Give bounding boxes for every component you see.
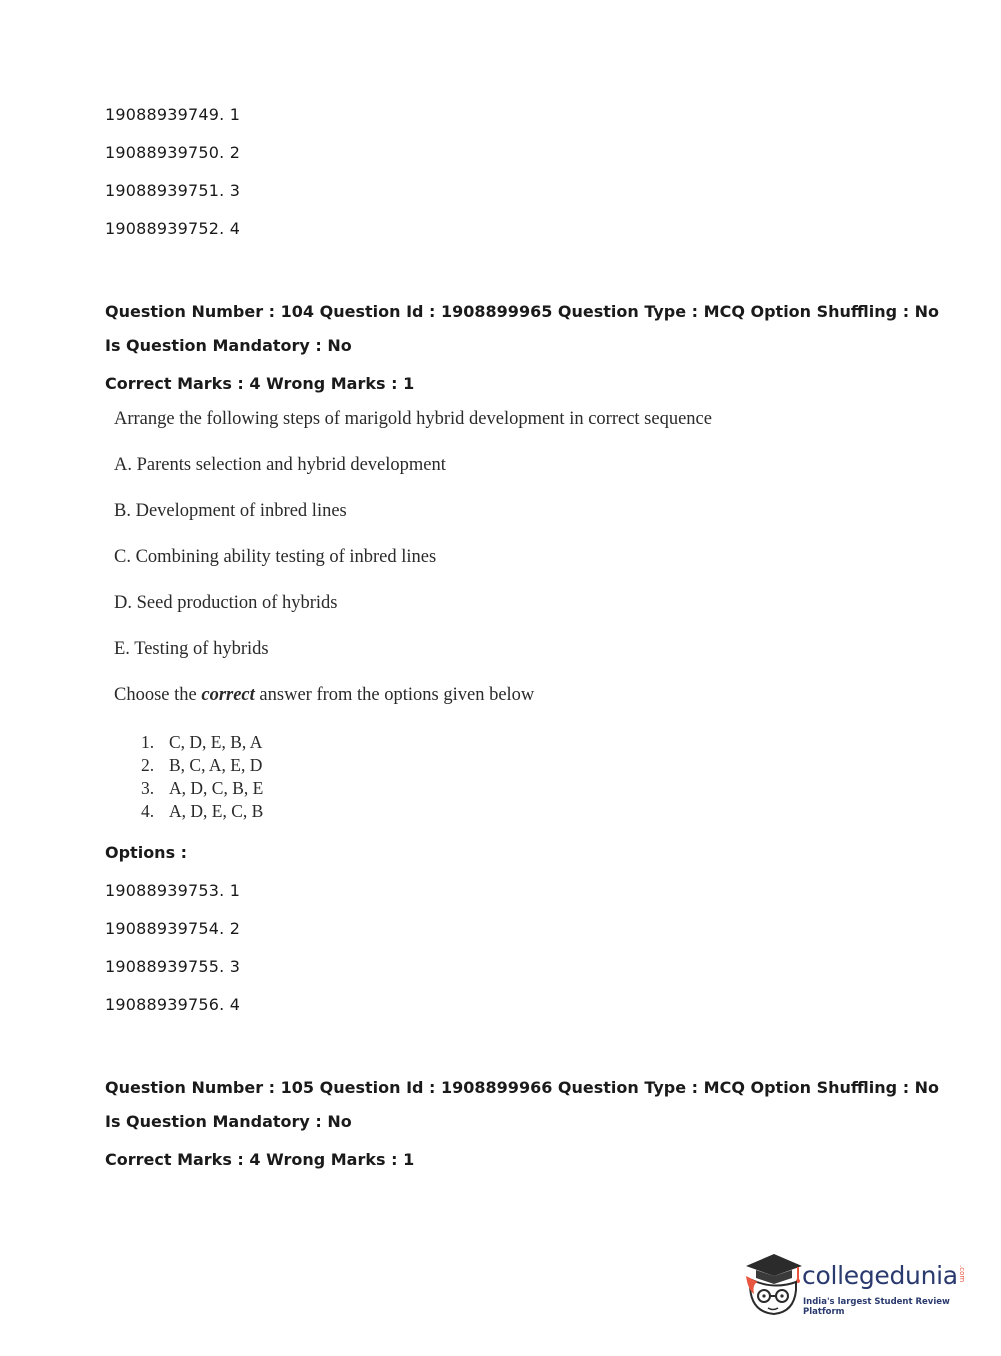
- q104-header: Question Number : 104 Question Id : 1908899965 Question Type : MCQ Option Shuffling : No: [105, 302, 940, 321]
- prev-option-1: 19088939749. 1: [105, 105, 241, 124]
- q104-step-e: E. Testing of hybrids: [114, 639, 269, 659]
- q104-option-2: 19088939754. 2: [105, 919, 241, 938]
- q104-option-1: 19088939753. 1: [105, 881, 241, 900]
- q104-stem: Arrange the following steps of marigold hybrid development in correct sequence: [114, 409, 712, 429]
- choose-pre: Choose the: [114, 685, 202, 705]
- q104-answer-list: [141, 731, 263, 823]
- q104-step-d: D. Seed production of hybrids: [114, 593, 338, 613]
- answer-row-4: [141, 800, 263, 823]
- answer-text: A, D, C, B, E: [169, 778, 264, 798]
- logo-tagline: India's largest Student Review Platform: [803, 1297, 950, 1317]
- q105-header: Question Number : 105 Question Id : 1908899966 Question Type : MCQ Option Shuffling : No: [105, 1078, 940, 1097]
- q104-option-4: 19088939756. 4: [105, 995, 241, 1014]
- answer-num: 2.: [141, 755, 155, 775]
- answer-row-1: [141, 731, 263, 754]
- answer-row-3: [141, 777, 263, 800]
- q104-step-c: C. Combining ability testing of inbred lines: [114, 547, 437, 567]
- q104-options-label: Options :: [105, 843, 188, 862]
- prev-option-3: 19088939751. 3: [105, 181, 241, 200]
- answer-num: 3.: [141, 778, 155, 798]
- choose-em: correct: [201, 685, 255, 705]
- logo-wordmark: collegedunia: [802, 1261, 958, 1290]
- answer-num: 1.: [141, 732, 155, 752]
- q105-marks: Correct Marks : 4 Wrong Marks : 1: [105, 1150, 415, 1169]
- choose-post: answer from the options given below: [254, 685, 535, 705]
- logo-com: .com: [958, 1265, 966, 1283]
- answer-num: 4.: [141, 801, 155, 821]
- prev-option-4: 19088939752. 4: [105, 219, 241, 238]
- q104-mandatory: Is Question Mandatory : No: [105, 336, 352, 355]
- q104-choose-instruction: [114, 685, 534, 706]
- prev-option-2: 19088939750. 2: [105, 143, 241, 162]
- answer-text: A, D, E, C, B: [169, 801, 264, 821]
- q105-mandatory: Is Question Mandatory : No: [105, 1112, 352, 1131]
- collegedunia-logo[interactable]: [742, 1250, 972, 1320]
- q104-step-b: B. Development of inbred lines: [114, 501, 347, 521]
- q104-option-3: 19088939755. 3: [105, 957, 241, 976]
- answer-text: B, C, A, E, D: [169, 755, 263, 775]
- mascot-icon: [742, 1250, 804, 1320]
- q104-step-a: A. Parents selection and hybrid development: [114, 455, 446, 475]
- answer-row-2: [141, 754, 263, 777]
- answer-text: C, D, E, B, A: [169, 732, 263, 752]
- q104-marks: Correct Marks : 4 Wrong Marks : 1: [105, 374, 415, 393]
